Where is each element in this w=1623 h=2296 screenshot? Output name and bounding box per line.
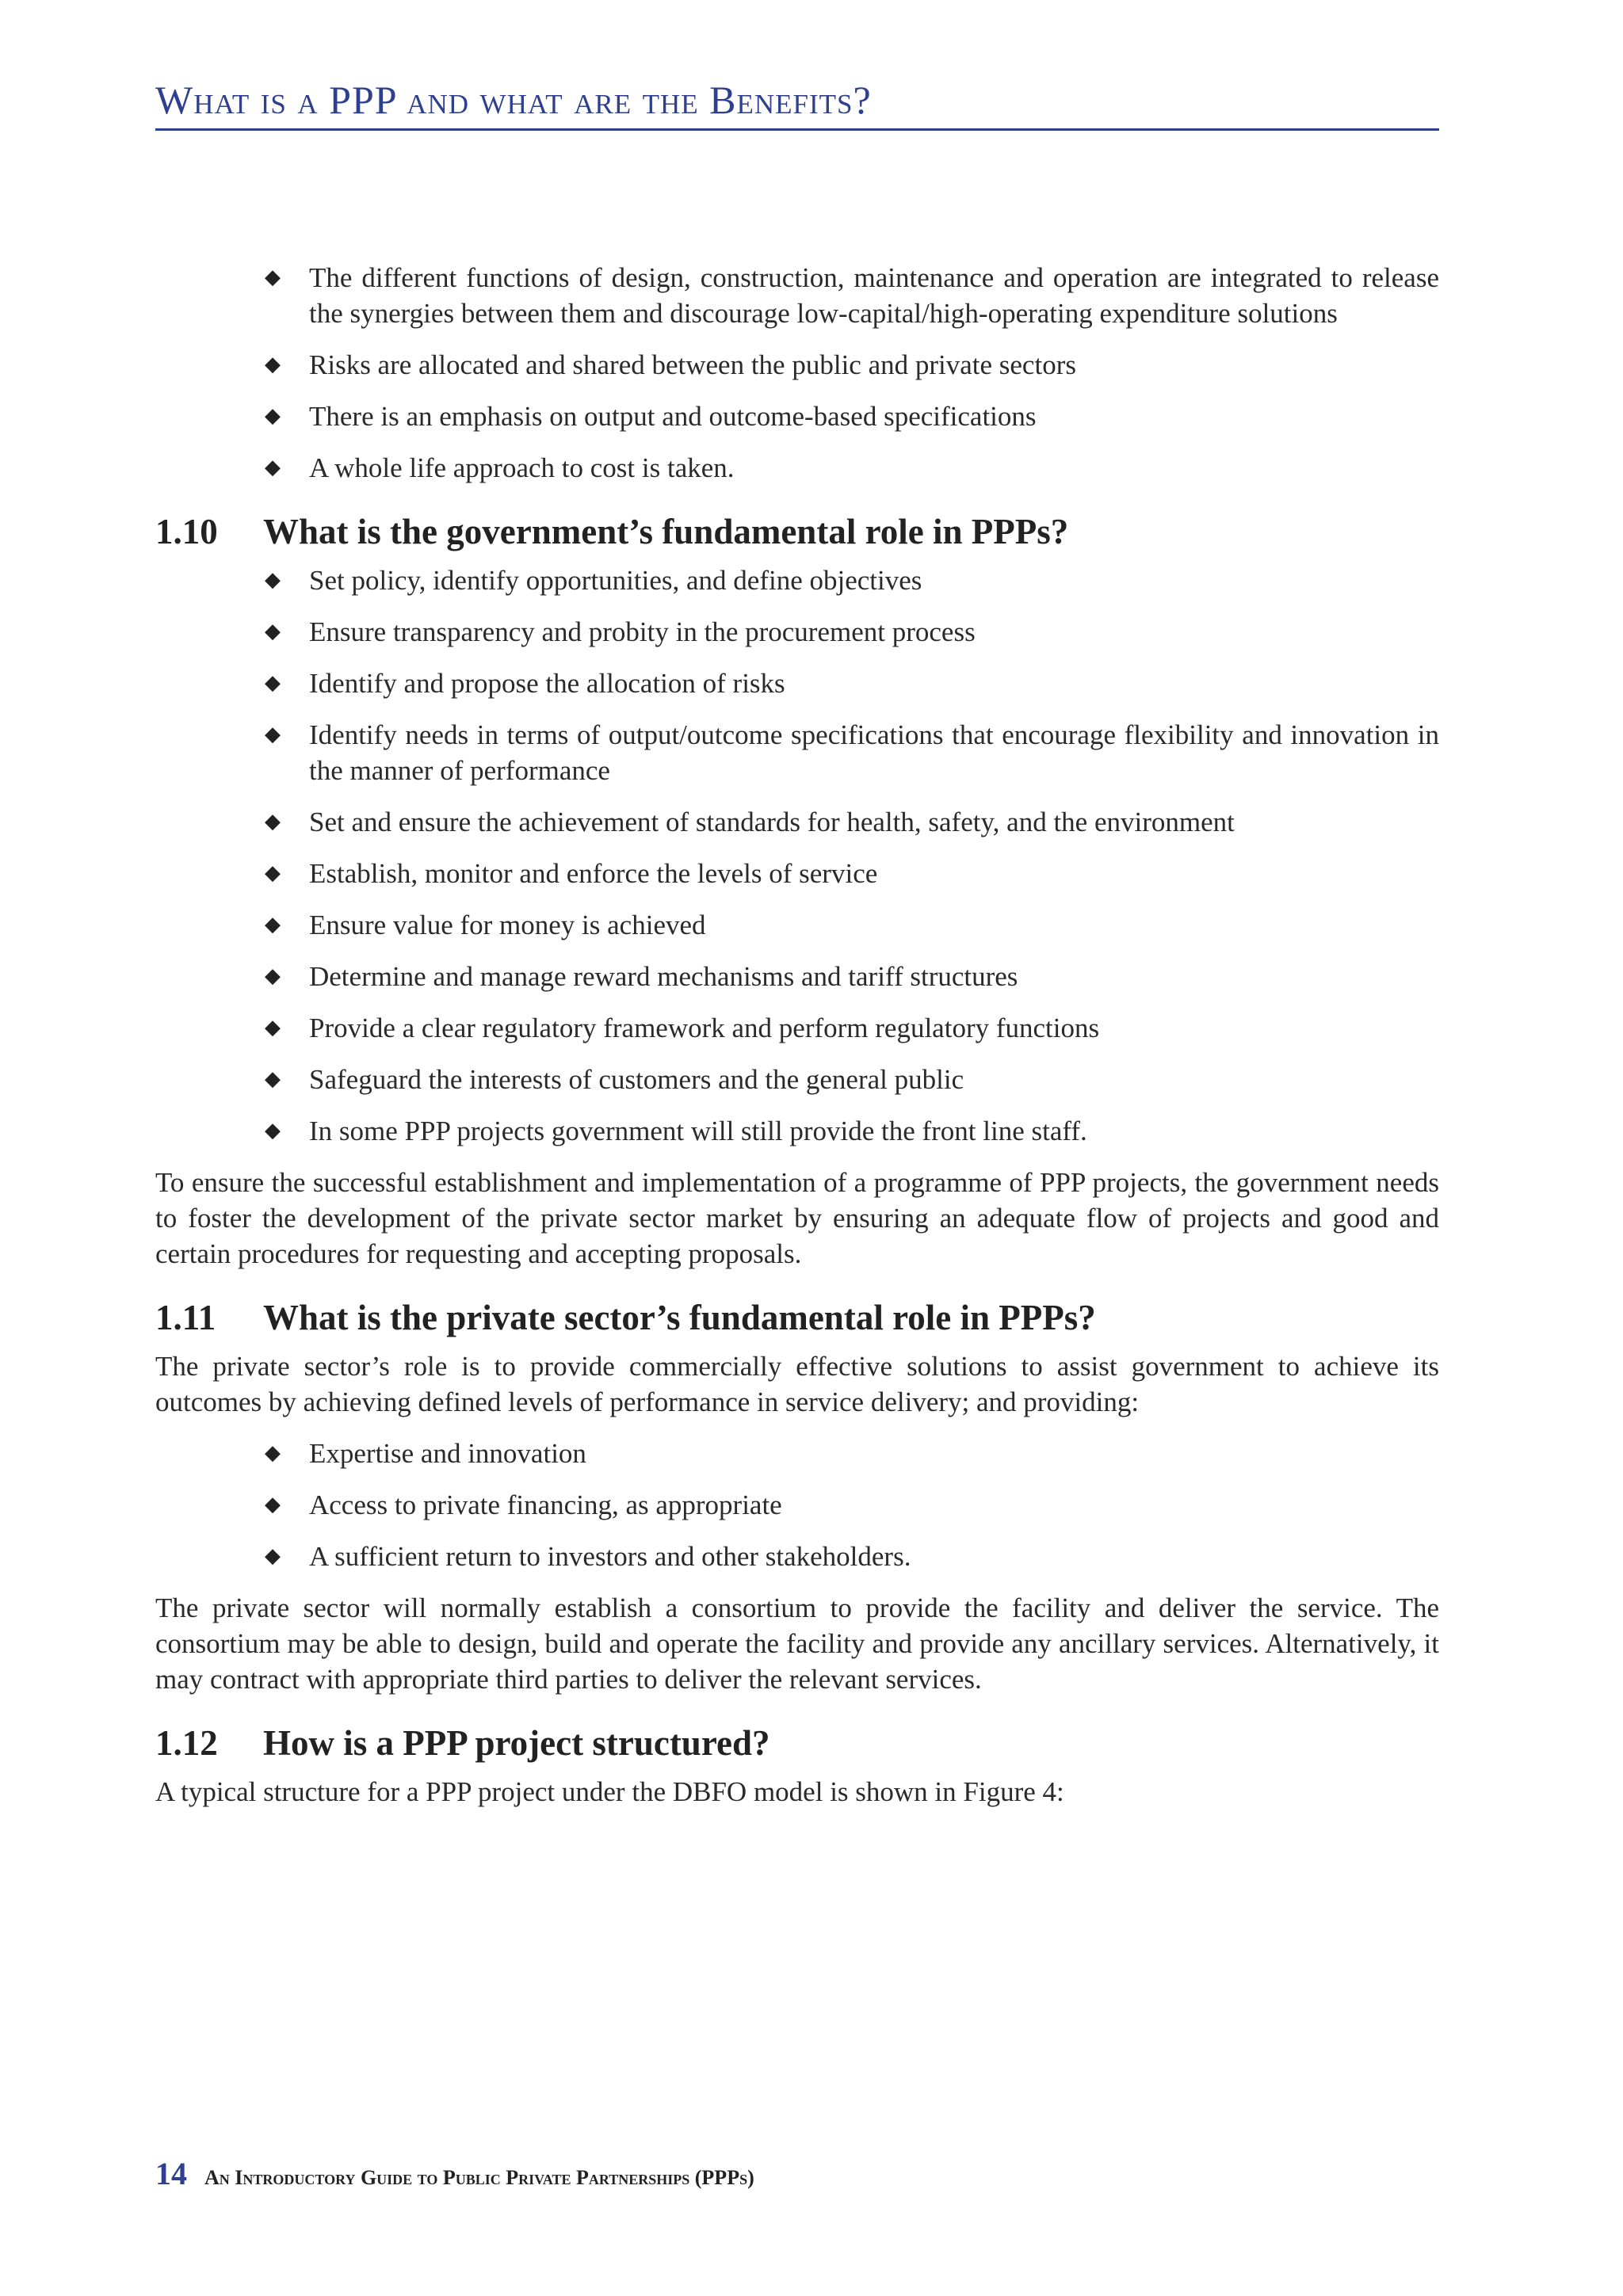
government-role-list (155, 563, 1439, 1149)
diamond-bullet-icon: ◆ (265, 671, 281, 695)
paragraph: The private sector will normally establish a consortium to provide the facility and deliver the service. The consortium may be able to design, build and operate the facility and provide any ancillary services. Alternatively, it may contract with appropriate third parties to deliver the relevant services. (155, 1592, 1439, 1695)
diamond-bullet-icon: ◆ (265, 861, 281, 885)
list-item: ◆ Ensure value for money is achieved (309, 907, 1439, 943)
diamond-bullet-icon: ◆ (265, 913, 281, 936)
diamond-bullet-icon: ◆ (265, 1544, 281, 1568)
list-item: ◆ Access to private financing, as appropriate (309, 1487, 1439, 1523)
header-title: What is a PPP and what are the Benefits? (155, 78, 872, 122)
diamond-bullet-icon: ◆ (265, 1119, 281, 1142)
page-footer (155, 2155, 754, 2192)
section-number: 1.10 (155, 512, 218, 551)
paragraph: A typical structure for a PPP project under the DBFO model is shown in Figure 4: (155, 1776, 1064, 1807)
list-item: ◆ There is an emphasis on output and outcome-based specifications (309, 399, 1439, 434)
diamond-bullet-icon: ◆ (265, 1493, 281, 1516)
list-item: ◆ Determine and manage reward mechanisms and tariff structures (309, 959, 1439, 994)
list-item: ◆ Establish, monitor and enforce the levels of service (309, 856, 1439, 891)
list-item: ◆ Identify needs in terms of output/outcome specifications that encourage flexibility and innovation in the manner of performance (309, 717, 1439, 788)
list-item: ◆ Expertise and innovation (309, 1436, 1439, 1471)
private-sector-role-list (155, 1436, 1439, 1574)
paragraph: The private sector’s role is to provide commercially effective solutions to assist government to achieve its outcomes by achieving defined levels of performance in service delivery; and providing: (155, 1351, 1439, 1417)
list-item: ◆ In some PPP projects government will still provide the front line staff. (309, 1113, 1439, 1149)
list-item: ◆ Identify and propose the allocation of risks (309, 666, 1439, 701)
diamond-bullet-icon: ◆ (265, 1067, 281, 1091)
list-item: ◆ Ensure transparency and probity in the procurement process (309, 614, 1439, 650)
diamond-bullet-icon: ◆ (265, 568, 281, 592)
diamond-bullet-icon: ◆ (265, 1441, 281, 1465)
page-number: 14 (155, 2156, 187, 2191)
page-content (155, 260, 1439, 1825)
diamond-bullet-icon: ◆ (265, 620, 281, 643)
diamond-bullet-icon: ◆ (265, 964, 281, 988)
diamond-bullet-icon: ◆ (265, 810, 281, 833)
section-number: 1.12 (155, 1723, 218, 1763)
section-title: What is the private sector’s fundamental role in PPPs? (263, 1298, 1096, 1337)
list-item: ◆ Risks are allocated and shared between the public and private sectors (309, 347, 1439, 383)
diamond-bullet-icon: ◆ (265, 404, 281, 428)
list-item: ◆ Safeguard the interests of customers and the general public (309, 1062, 1439, 1097)
list-item: ◆ A whole life approach to cost is taken. (309, 450, 1439, 486)
section-title: What is the government’s fundamental role in PPPs? (263, 512, 1069, 551)
diamond-bullet-icon: ◆ (265, 1016, 281, 1039)
list-item: ◆ The different functions of design, construction, maintenance and operation are integrated to release the synergies between them and discourage low-capital/high-operating expenditure solutions (309, 260, 1439, 331)
section-heading-1-12 (155, 1723, 1439, 1763)
paragraph: To ensure the successful establishment and implementation of a programme of PPP projects, the government needs to foster the development of the private sector market by ensuring an adequate flow of projects and good and certain procedures for requesting and accepting proposals. (155, 1167, 1439, 1269)
running-header (155, 76, 1439, 131)
diamond-bullet-icon: ◆ (265, 723, 281, 746)
diamond-bullet-icon: ◆ (265, 265, 281, 289)
section-heading-1-11 (155, 1300, 1439, 1336)
section-heading-1-10 (155, 514, 1439, 550)
footer-title: An Introductory Guide to Public Private Partnerships (PPPs) (204, 2166, 754, 2189)
list-item: ◆ Set policy, identify opportunities, and define objectives (309, 563, 1439, 598)
list-item: ◆ Set and ensure the achievement of standards for health, safety, and the environment (309, 804, 1439, 840)
section-number: 1.11 (155, 1298, 216, 1337)
intro-bullet-list (155, 260, 1439, 486)
list-item: ◆ Provide a clear regulatory framework and perform regulatory functions (309, 1010, 1439, 1046)
section-title: How is a PPP project structured? (263, 1723, 770, 1763)
list-item: ◆ A sufficient return to investors and other stakeholders. (309, 1539, 1439, 1574)
diamond-bullet-icon: ◆ (265, 353, 281, 376)
diamond-bullet-icon: ◆ (265, 456, 281, 479)
